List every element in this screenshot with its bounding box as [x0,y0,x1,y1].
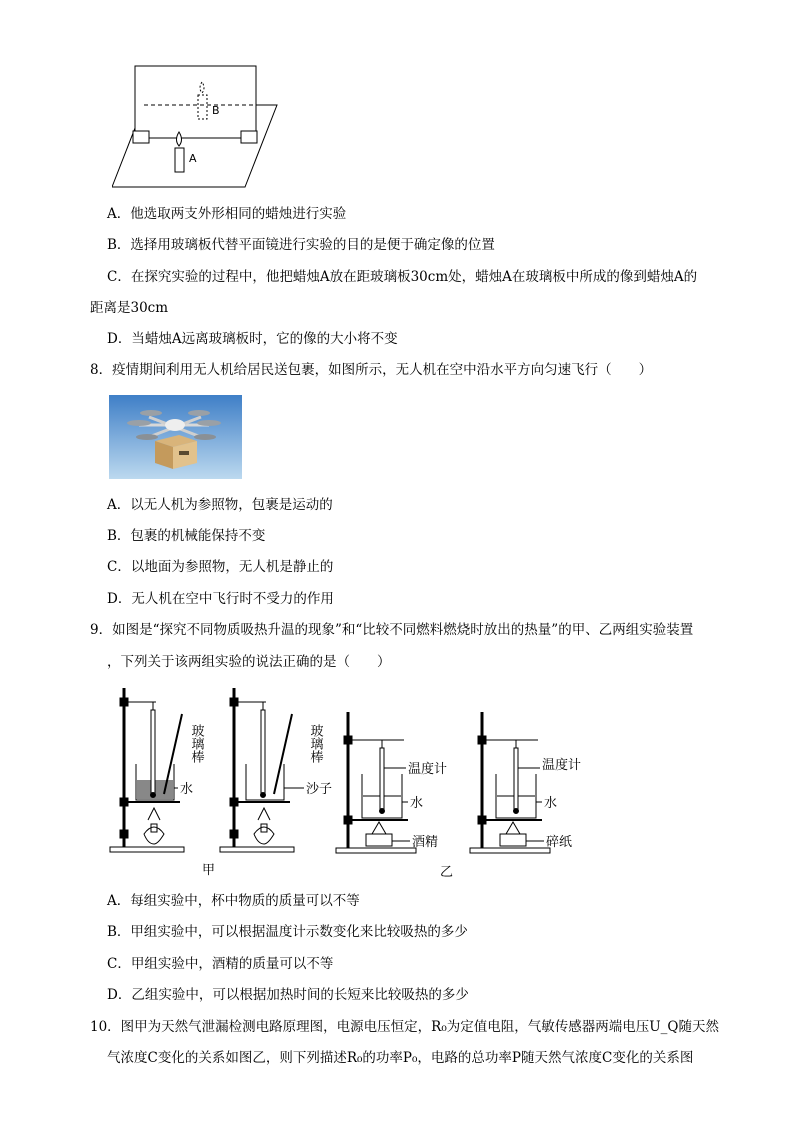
q7-option-c-line2: 距离是30cm [90,300,169,316]
thermometer-label-1: 温度计 [408,762,448,777]
thermometer-label-2: 温度计 [542,758,582,773]
group-jia-label: 甲 [202,863,216,878]
q8-option-b: B．包裹的机械能保持不变 [107,528,266,544]
q8-stem: 8．疫情期间利用无人机给居民送包裹，如图所示，无人机在空中沿水平方向匀速飞行（ ） [90,362,653,378]
water-label-1: 水 [180,782,194,797]
q9-option-a: A．每组实验中，杯中物质的质量可以不等 [107,893,360,909]
q8-option-c: C．以地面为参照物，无人机是静止的 [107,559,334,575]
q7-option-a: A．他选取两支外形相同的蜡烛进行实验 [107,206,347,222]
q9-option-c: C．甲组实验中，酒精的质量可以不等 [107,956,334,972]
water-label-2: 水 [410,796,424,811]
q9-option-b: B．甲组实验中，可以根据温度计示数变化来比较吸热的多少 [107,924,468,940]
q9-stem-line1: 9．如图是“探究不同物质吸热升温的现象”和“比较不同燃料燃烧时放出的热量”的甲、乙两组实验装置 [90,622,694,638]
glass-rod-label-1: 玻璃棒 [188,724,204,763]
q8-option-d: D．无人机在空中飞行时不受力的作用 [107,591,334,607]
sand-label: 沙子 [306,782,333,797]
drone-photo [109,395,242,479]
paper-label: 碎纸 [546,835,573,850]
mirror-experiment-figure [112,62,282,192]
q10-stem-line2: 气浓度C变化的关系如图乙，则下列描述R₀的功率P₀，电路的总功率P随天然气浓度C变化的关系图 [107,1050,694,1066]
heat-experiment-figure [108,684,608,880]
alcohol-label: 酒精 [412,835,439,850]
glass-rod-label-2: 玻璃棒 [307,724,323,763]
label-a: A [189,152,197,165]
q7-option-b: B．选择用玻璃板代替平面镜进行实验的目的是便于确定像的位置 [107,237,495,253]
q7-option-d: D．当蜡烛A远离玻璃板时，它的像的大小将不变 [107,331,398,347]
water-label-3: 水 [544,796,558,811]
label-b: B [212,104,220,117]
q10-stem-line1: 10．图甲为天然气泄漏检测电路原理图，电源电压恒定，R₀为定值电阻，气敏传感器两端电压U_Q随天然 [90,1019,719,1035]
q9-stem-line2: ，下列关于该两组实验的说法正确的是（ ） [107,654,391,670]
q8-option-a: A．以无人机为参照物，包裹是运动的 [107,497,333,513]
q7-option-c-line1: C．在探究实验的过程中，他把蜡烛A放在距玻璃板30cm处，蜡烛A在玻璃板中所成的像到蜡烛A的 [107,269,698,285]
q9-option-d: D．乙组实验中，可以根据加热时间的长短来比较吸热的多少 [107,987,469,1003]
group-yi-label: 乙 [440,865,454,880]
